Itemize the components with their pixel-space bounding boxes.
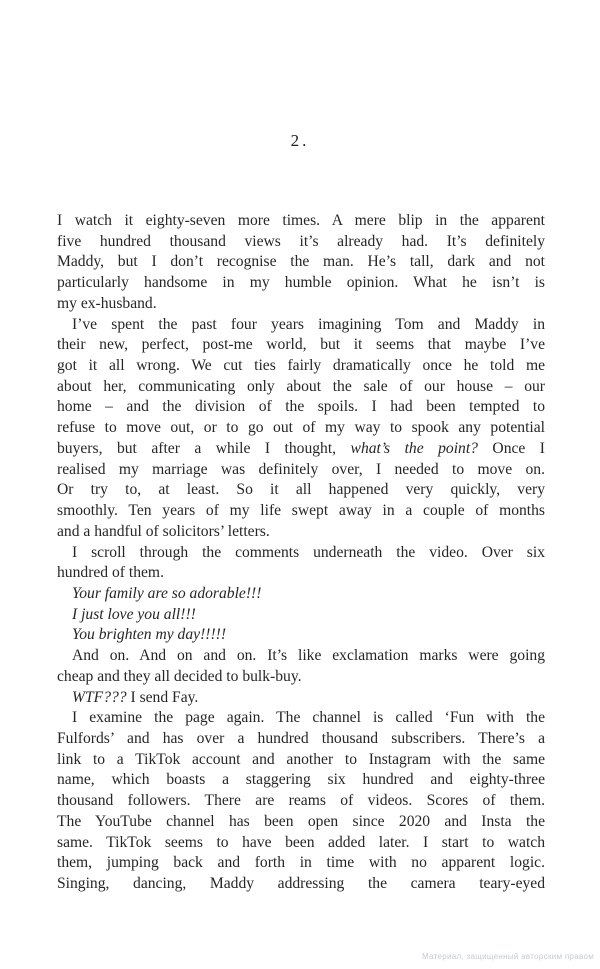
text-line: Maddy, but I don’t recognise the man. He’s tall, dark and not xyxy=(57,253,545,271)
text-line: Or try to, at least. So it all happened very quickly, very xyxy=(57,481,545,499)
chapter-heading: 2. xyxy=(290,131,310,150)
text-line: particularly handsome in my humble opinion. What he isn’t is xyxy=(57,274,545,292)
paragraph xyxy=(57,543,545,584)
text-line: And on. And on and on. It’s like exclamation marks were going xyxy=(72,647,545,665)
paragraph xyxy=(57,211,545,315)
text-line: same. TikTok seems to have been added later. I start to watch xyxy=(57,833,545,851)
page-text xyxy=(57,211,545,895)
text-line: The YouTube channel has been open since 2020 and Insta the xyxy=(57,812,545,830)
text-line: my ex-husband. xyxy=(57,294,157,312)
paragraph xyxy=(57,315,545,543)
text-line: I just love you all!!! xyxy=(72,605,196,623)
text-line: realised my marriage was definitely over, I needed to move on. xyxy=(57,460,545,478)
text-line: I examine the page again. The channel is called ‘Fun with the xyxy=(72,709,545,727)
text-line: about her, communicating only about the sale of our house – our xyxy=(57,377,545,395)
text-line: WTF??? I send Fay. xyxy=(72,688,199,706)
text-line: their new, perfect, post-me world, but it seems that maybe I’ve xyxy=(57,336,545,354)
text-line: link to a TikTok account and another to Instagram with the same xyxy=(57,750,545,768)
text-line: home – and the division of the spoils. I had been tempted to xyxy=(57,398,545,416)
text-line: refuse to move out, or to go out of my way to spook any potential xyxy=(57,419,545,437)
paragraph xyxy=(57,625,545,646)
text-line: I’ve spent the past four years imagining Tom and Maddy in xyxy=(72,315,545,333)
text-line: thousand followers. There are reams of videos. Scores of them. xyxy=(57,792,545,810)
paragraph xyxy=(57,708,545,894)
text-line: and a handful of solicitors’ letters. xyxy=(57,522,270,540)
text-line: got it all wrong. We cut ties fairly dramatically once he told me xyxy=(57,357,545,375)
text-line: them, jumping back and forth in time with no apparent logic. xyxy=(57,854,545,872)
paragraph xyxy=(57,584,545,605)
text-line: name, which boasts a staggering six hundred and eighty-three xyxy=(57,771,545,789)
text-line: You brighten my day!!!!! xyxy=(72,626,227,644)
text-line: Fulfords’ and has over a hundred thousand subscribers. There’s a xyxy=(57,729,545,747)
text-line: smoothly. Ten years of my life swept away in a couple of months xyxy=(57,502,545,520)
text-line: I watch it eighty-seven more times. A mere blip in the apparent xyxy=(57,212,545,229)
text-line: Singing, dancing, Maddy addressing the camera teary-eyed xyxy=(57,875,545,892)
copyright-watermark: Материал, защищенный авторским правом xyxy=(421,952,594,961)
text-line: I scroll through the comments underneath the video. Over six xyxy=(72,543,545,561)
paragraph xyxy=(57,646,545,687)
text-line: Your family are so adorable!!! xyxy=(72,584,262,602)
paragraph xyxy=(57,688,545,709)
text-line: buyers, but after a while I thought, what’s the point? Once I xyxy=(57,439,545,457)
text-line: five hundred thousand views it’s already had. It’s definitely xyxy=(57,232,545,250)
paragraph xyxy=(57,605,545,626)
text-line: cheap and they all decided to bulk-buy. xyxy=(57,667,302,685)
text-line: hundred of them. xyxy=(57,564,164,582)
